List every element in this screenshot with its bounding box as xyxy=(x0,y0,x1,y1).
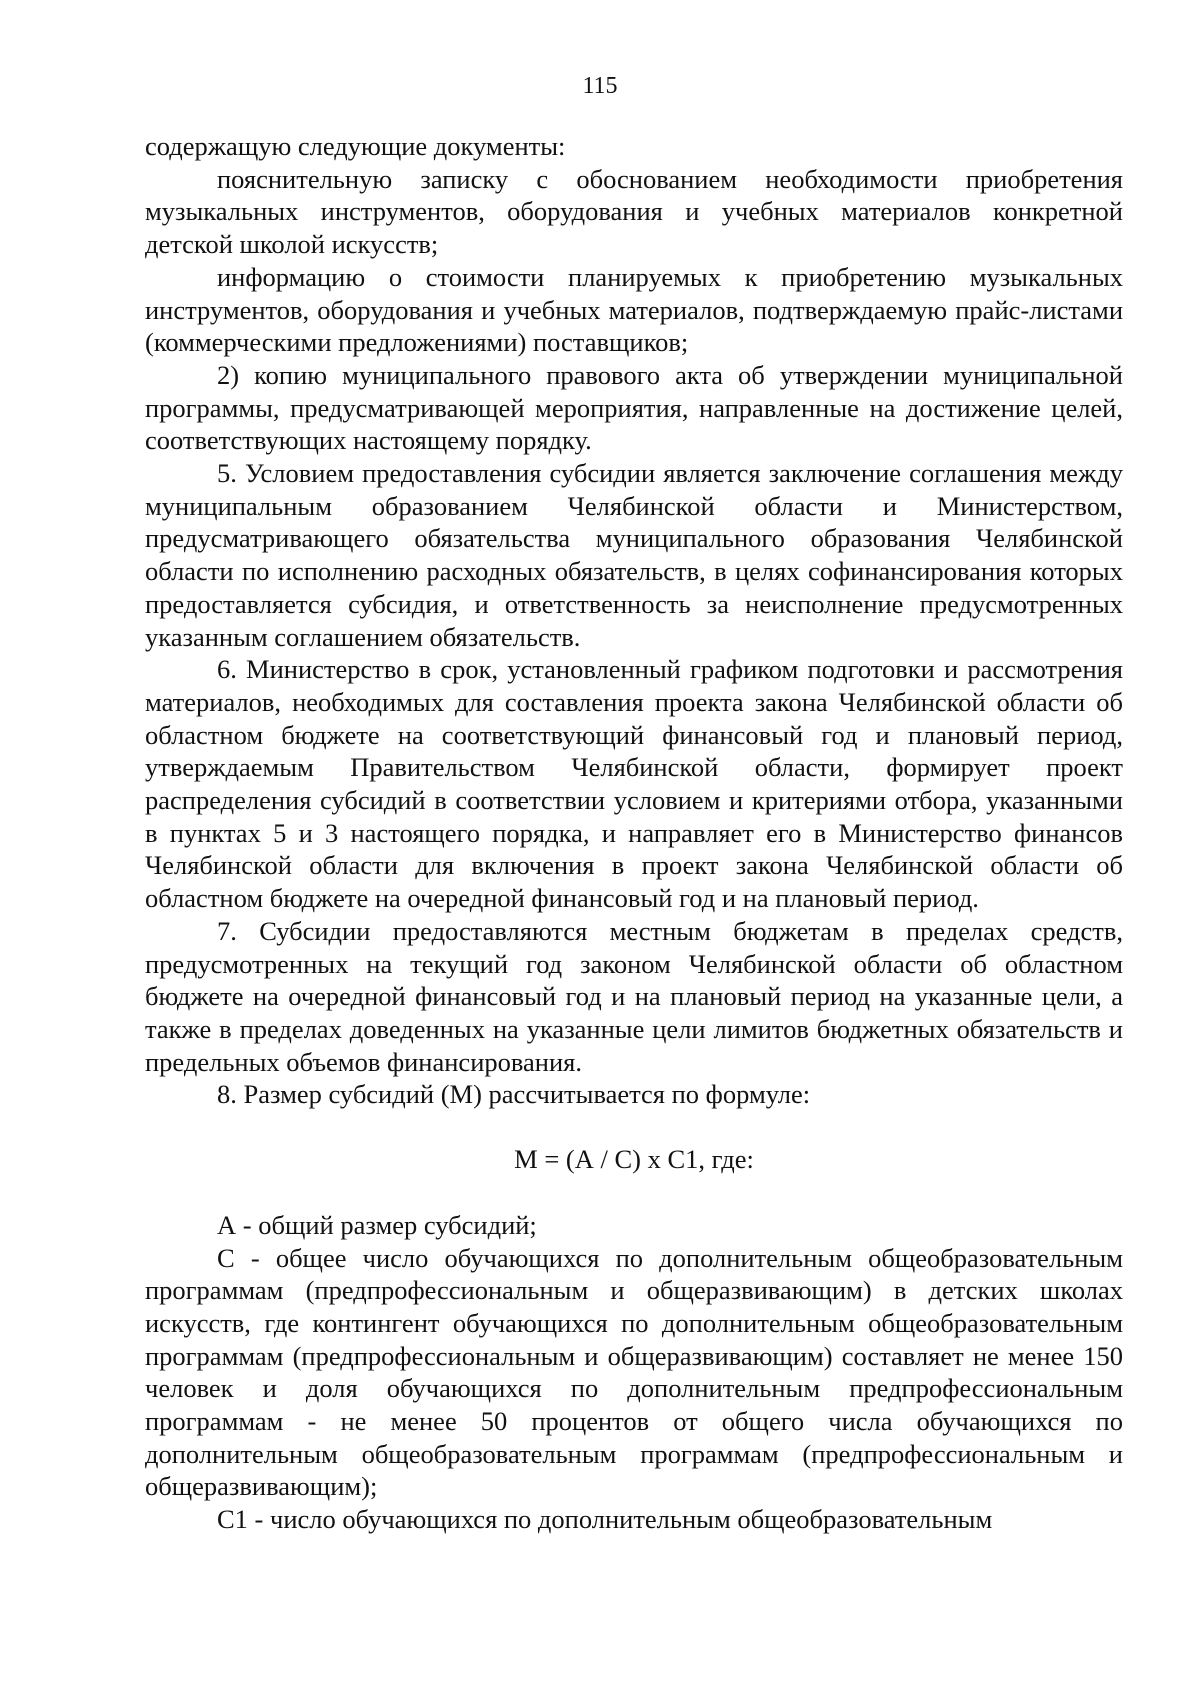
paragraph-definition-c1: С1 - число обучающихся по дополнительным общеобразовательным xyxy=(217,1504,993,1535)
paragraph-item-5: 5. Условием предоставления субсидии является заключение соглашения между муниципальным образованием Челябинской области и Министерством, предусматривающего обязательства муниципального образования Челябинской области по исполнению расходных обязательств, в целях софинансирования которых предоставляется субсидия, и ответственность за неисполнение предусмотренных указанным соглашением обязательств. xyxy=(145,458,1123,652)
paragraph-definition-a: А - общий размер субсидий; xyxy=(217,1209,537,1240)
paragraph-municipal-act: 2) копию муниципального правового акта об утверждении муниципальной программы, предусматривающей мероприятия, направленные на достижение целей, соответствующих настоящему порядку. xyxy=(145,359,1123,456)
paragraph-item-7: 7. Субсидии предоставляются местным бюджетам в пределах средств, предусмотренных на текущий год законом Челябинской области об областном бюджете на очередной финансовый год и на плановый период на указанные цели, а также в пределах доведенных на указанные цели лимитов бюджетных обязательств и предельных объемов финансирования. xyxy=(145,915,1123,1077)
paragraph-item-8: 8. Размер субсидий (М) рассчитывается по формуле: xyxy=(217,1079,811,1110)
formula: М = (А / С) х С1, где: xyxy=(514,1144,754,1175)
document-body xyxy=(145,130,1123,1536)
paragraph-definition-c: С - общее число обучающихся по дополнительным общеобразовательным программам (предпрофессиональным и общеразвивающим) в детских школах искусств, где контингент обучающихся по дополнительным общеобразовательным программам (предпрофессиональным и общеразвивающим) составляет не менее 150 человек и доля обучающихся по дополнительным предпрофессиональным программам - не менее 50 процентов от общего числа обучающихся по дополнительным общеобразовательным программам (предпрофессиональным и общеразвивающим); xyxy=(145,1242,1123,1502)
paragraph-explanatory-note: пояснительную записку с обоснованием необходимости приобретения музыкальных инструментов, оборудования и учебных материалов конкретной детской школой искусств; xyxy=(145,163,1123,260)
page-number: 115 xyxy=(582,73,618,99)
paragraph-cost-information: информацию о стоимости планируемых к приобретению музыкальных инструментов, оборудования и учебных материалов, подтверждаемую прайс-листами (коммерческими предложениями) поставщиков; xyxy=(145,261,1123,358)
paragraph-item-6: 6. Министерство в срок, установленный графиком подготовки и рассмотрения материалов, необходимых для составления проекта закона Челябинской области об областном бюджете на соответствующий финансовый год и плановый период, утверждаемым Правительством Челябинской области, формирует проект распределения субсидий в соответствии условием и критериями отбора, указанными в пунктах 5 и 3 настоящего порядка, и направляет его в Министерство финансов Челябинской области для включения в проект закона Челябинской области об областном бюджете на очередной финансовый год и на плановый период. xyxy=(145,654,1123,914)
paragraph-documents-intro: содержащую следующие документы: xyxy=(145,131,566,161)
